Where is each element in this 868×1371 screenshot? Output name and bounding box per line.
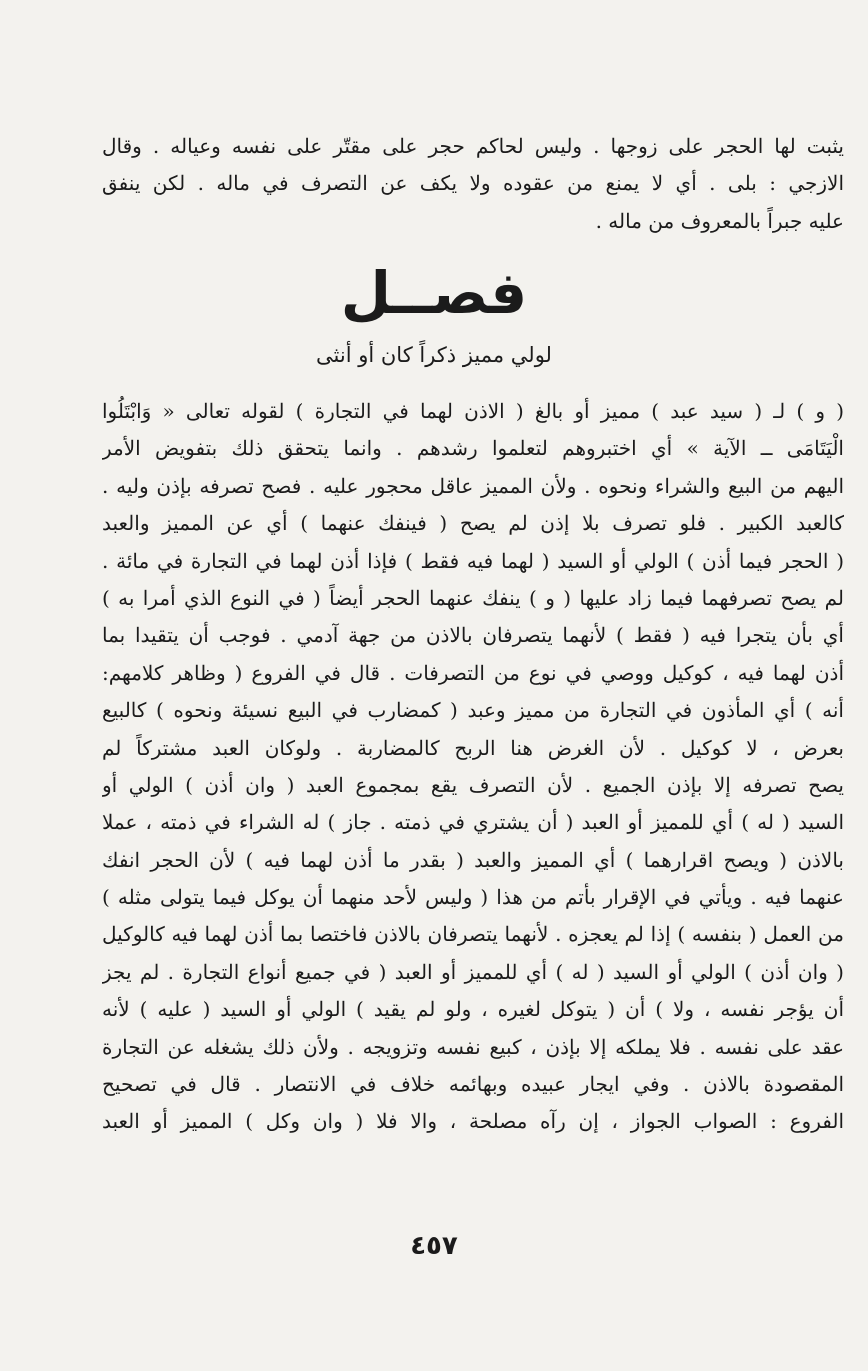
- main-paragraph: [102, 393, 844, 1141]
- text-line: بالاذن ( ويصح اقرارهما ) أي المميز والعبد ( بقدر ما أذن لهما فيه ) لأن الحجر انفك: [102, 847, 844, 872]
- text-line: ( و ) لـ ( سيد عبد ) مميز أو بالغ ( الاذن لهما في التجارة ) لقوله تعالى « وَابْتَلُوا: [102, 399, 844, 423]
- text-line: يصح تصرفه إلا بإذن الجميع . لأن التصرف يقع بمجموع العبد ( وان أذن ) الولي أو: [102, 772, 844, 797]
- text-line: الْيَتَامَى ــ الآية » أي اختبروهم لتعلموا رشدهم . وانما يتحقق ذلك بتفويض الأمر: [102, 436, 844, 461]
- text-line: المقصودة بالاذن . وفي ايجار عبيده وبهائمه خلاف في الانتصار . قال في تصحيح: [102, 1072, 844, 1097]
- text-line: عقد على نفسه . فلا يملكه إلا بإذن ، كبيع نفسه وتزويجه . ولأن ذلك يشغله عن التجارة: [102, 1034, 844, 1059]
- text-line: عنهما فيه . ويأتي في الإقرار بأتم من هذا ( وليس لأحد منهما أن يوكل فيما يتولى مثله ): [102, 885, 844, 910]
- text-line: اليهم من البيع والشراء ونحوه . ولأن المميز عاقل محجور عليه . فصح تصرفه بإذن وليه .: [102, 473, 844, 498]
- text-line: أن يؤجر نفسه ، ولا ) أن ( يتوكل لغيره ، ولو لم يقيد ) الولي أو السيد ( عليه ) لأنه: [102, 997, 844, 1022]
- text-line: عليه جبراً بالمعروف من ماله .: [595, 208, 844, 233]
- page-number: ٤٥٧: [410, 1231, 458, 1261]
- text-line: كالعبد الكبير . فلو تصرف بلا إذن لم يصح ( فينفك عنهما ) أي عن المميز والعبد: [102, 511, 844, 536]
- text-line: ( وان أذن ) الولي أو السيد ( له ) أي للمميز أو العبد ( في جميع أنواع التجارة . لم يجز: [102, 959, 844, 984]
- text-line: ( الحجر فيما أذن ) الولي أو السيد ( لهما فيه فقط ) فإذا أذن لهما في التجارة في مائة .: [102, 548, 844, 573]
- text-line: لم يصح تصرفهما فيما زاد عليها ( و ) ينفك عنهما الحجر أيضاً ( في النوع الذي أمرا به ): [102, 585, 844, 610]
- text-line: من العمل ( بنفسه ) إذا لم يعجزه . لأنهما يتصرفان بالاذن فاختصا بما أذن لهما فيه كالوكيل: [102, 922, 844, 947]
- text-line: يثبت لها الحجر على زوجها . وليس لحاكم حجر على مقتّر على نفسه وعياله . وقال: [102, 134, 844, 158]
- section-heading: فصــل: [340, 259, 528, 327]
- text-line: السيد ( له ) أي للمميز أو العبد ( أن يشتري في ذمته . جاز ) له الشراء في ذمته ، عملا: [102, 810, 844, 835]
- text-line: الفروع : الصواب الجواز ، إن رآه مصلحة ، والا فلا ( وان وكل ) المميز أو العبد: [102, 1109, 844, 1134]
- text-line: أي بأن يتجرا فيه ( فقط ) لأنهما يتصرفان بالاذن من جهة آدمي . فوجب أن يتقيدا بما: [102, 623, 844, 648]
- text-line: الازجي : بلى . أي لا يمنع من عقوده ولا يكف عن التصرف في ماله . لكن ينفق: [102, 171, 844, 196]
- text-line: أذن لهما فيه ، كوكيل ووصي في نوع من التصرفات . قال في الفروع ( وظاهر كلامهم:: [102, 660, 844, 685]
- top-paragraph: [102, 128, 844, 240]
- section-subheading: لولي مميز ذكراً كان أو أنثى: [316, 343, 552, 367]
- text-line: بعرض ، لا كوكيل . لأن الغرض هنا الربح كالمضاربة . ولوكان العبد مشتركاً لم: [102, 735, 844, 760]
- text-line: أنه ) أي المأذون في التجارة من مميز وعبد ( كمضارب في البيع نسيئة ونحوه ) كالبيع: [102, 698, 844, 723]
